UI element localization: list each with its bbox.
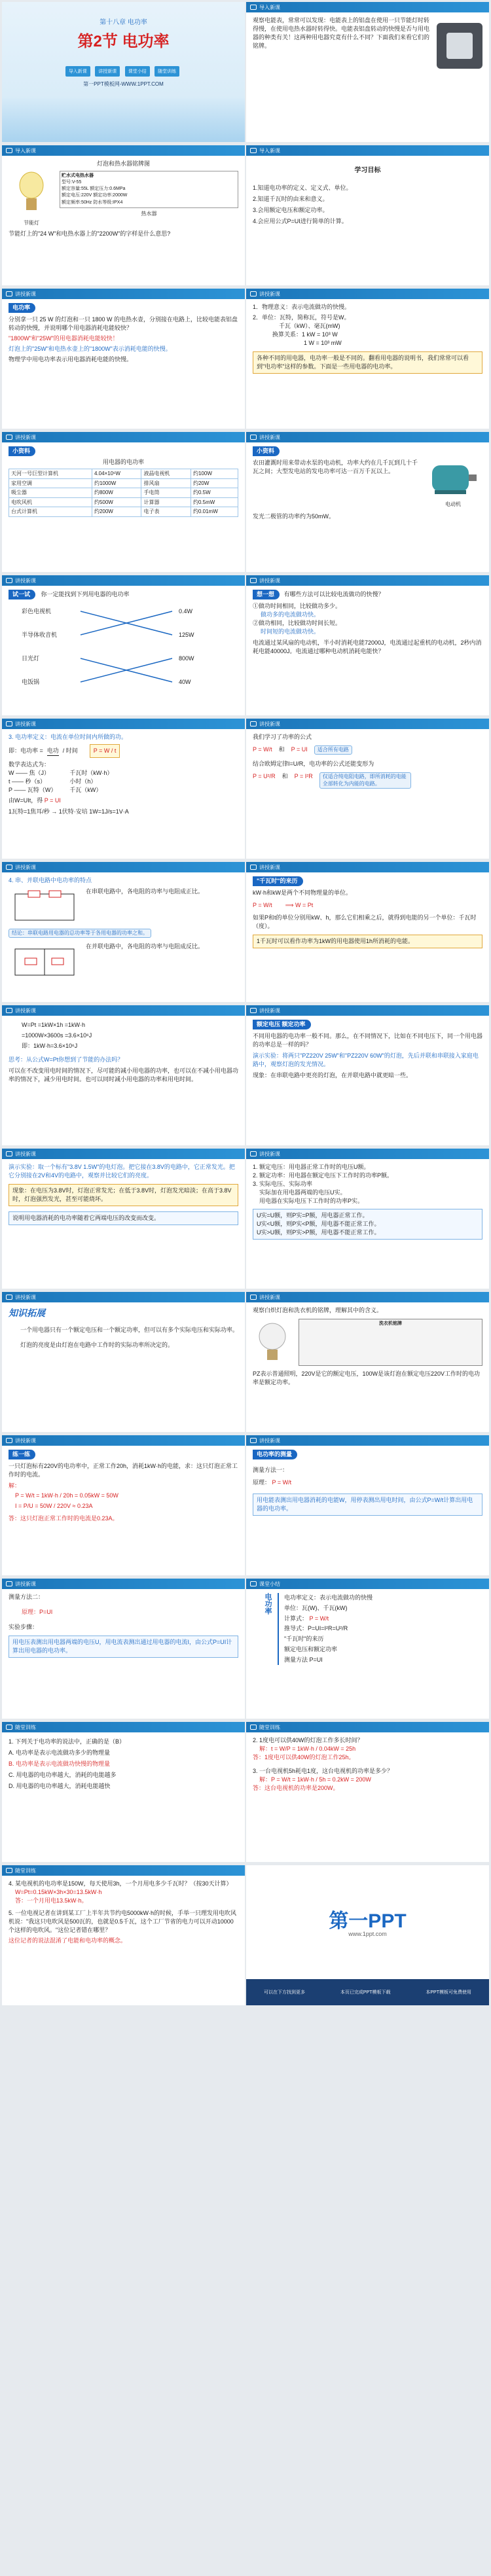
slide-plates: 讲授新课 观察白炽灯泡和洗衣机的铭牌，理解其中的含义。 洗衣机铭牌 PZ表示普通照明，220V是它的额定电压，100W是该灯泡在额定电压220V工作时的电功率是额定功率。 (246, 1292, 489, 1432)
answer-text: "1800W"和"25W"的用电器消耗电能较快！ (9, 335, 118, 342)
body-text: 测量方法一： (253, 1467, 289, 1474)
header-icon (6, 1008, 12, 1013)
body-text: 千瓦（kW）、毫瓦(mW) (279, 323, 340, 330)
header-icon (250, 1725, 257, 1730)
body-text: 数学表达式为： (9, 761, 50, 768)
extension-title: 知识拓展 (9, 1308, 45, 1318)
table-row: 电吹风机 约500W 计算器 约0.5mW (9, 497, 238, 507)
power-label: 40W (179, 679, 191, 686)
header-icon (6, 435, 12, 440)
body-text: 时间短的电流做功快。 (261, 628, 320, 635)
slide-title (2, 2, 245, 142)
footer-link[interactable]: 本页已完成PPT模板下载 (340, 1990, 391, 1995)
plate-line: 贮水式电热水器 (62, 173, 94, 179)
body-text: 一个用电器只有一个额定电压和一个额定功率，但可以有多个实际电压和实际功率。 (20, 1327, 239, 1334)
body-text: PZ表示普通照明，220V是它的额定电压，100W是该灯泡在额定电压220V工作时的电功率是额定功率。 (253, 1370, 481, 1386)
slide-intro (246, 2, 489, 142)
device-label: 半导体收音机 (22, 632, 58, 639)
body-text: 如果P和t的单位分别用kW、h，那么它们相乘之后，就得到电能的另一个单位：千瓦时（度）。 (253, 914, 477, 930)
tree-node: 推导式：P=UI=I²R=U²/R (284, 1625, 348, 1632)
slide-exercise: 讲授新课 练一练 一只灯泡标有220V的电功率中，正常工作20h，消耗1kW·h的电能，求：这只灯泡正常工作时的电流。 解： P = W/t = 1kW·h / 20h = 0.05kW = 50W I = P/U = 50W / 220V ≈ 0.23A 答：这只灯泡正常工作时的电流是0.23A。 (2, 1435, 245, 1575)
header-icon (6, 1151, 12, 1156)
header-icon (6, 148, 12, 153)
answer-text: 这位记者的说法混淆了电能和电功率的概念。 (9, 1937, 127, 1944)
goal-item: 1.知道电功率的定义、定义式、单位。 (253, 184, 352, 191)
slide-measure2: 讲授新课 测量方法二： 原理：P=UI 实验步骤： 用电压表测出用电器两端的电压U，用电流表测出通过用电器的电流I，由公式P=UI计算出用电器的电功率。 (2, 1579, 245, 1719)
unit-line: t —— 秒（s） (9, 778, 46, 785)
section-badge: 电功率 (9, 303, 35, 313)
experiment-text: 演示实验：取一个标有"3.8V 1.5W"的电灯泡。把它接在3.8V的电路中，它正常发光。把它分别接在2V和4V的电路中，观察并比较它们的亮度。 (9, 1164, 235, 1179)
formula-box: P = W / t (90, 744, 120, 758)
body-text: 结合欧姆定律I=U/R，电功率的公式还能变形为 (253, 760, 374, 767)
tree-node: "千瓦时"的来历 (284, 1636, 324, 1642)
answer-text: 答：1度电可以供40W的灯泡工作25h。 (253, 1754, 355, 1761)
experiment-text: 演示实验：将两只"PZ220V 25W"和"PZ220V 60W"的灯泡，先后并联和串联接入家庭电路中，观察灯泡的发光情况。 (253, 1052, 479, 1068)
body-text: ①做功时间相同，比较做功多少。 (253, 603, 342, 610)
table-row: 天河一号巨型计算机 4.04×10⁶W 液晶电视机 约100W (9, 469, 238, 479)
brand-logo: 第一PPT (329, 1910, 407, 1932)
method-box: 用电压表测出用电器两端的电压U，用电流表测出通过用电器的电流I，由公式P=UI计算出用电器的电功率。 (9, 1636, 238, 1658)
power-table (9, 469, 238, 517)
plate-line: 额定电压:220V 额定功率:2000W (62, 193, 128, 198)
goal-item: 4.会应用公式P=UI进行简单的计算。 (253, 217, 348, 224)
header-icon (250, 1008, 257, 1013)
header-icon (250, 1151, 257, 1156)
slide-quiz2: 随堂训练 2. 1度电可以供40W的灯泡工作多长时间？ 解：t = W/P = 1kW·h / 0.04kW = 25h 答：1度电可以供40W的灯泡工作25h。 3. 一台电视机5h耗电1度，这台电视机的功率是多少？ 解：P = W/t = 1kW·h / 5h = 0.2kW = 200W 答：这台电视机的功率是200W。 (246, 1722, 489, 1862)
slide-actual-power: 讲授新课 1. 额定电压：用电器正常工作时的电压U额。 2. 额定功率：用电器在额定电压下工作时的功率P额。 3. 实际电压、实际功率 实际加在用电器两端的电压U实。 用电器在实际电压下工作时的功率P实。 U实=U额，则P实=P额，用电器正常工作。 U实<U额，则P实<P额，用电器不能正常工作。 U实>U额，则P实>P额，用电器不能正常工作。 (246, 1149, 489, 1289)
answer-text: 答：这台电视机的功率是200W。 (253, 1785, 339, 1792)
body-text: 2. 额定功率：用电器在额定电压下工作时的功率P额。 (253, 1172, 393, 1179)
formula-tag: 适合所有电路 (314, 745, 352, 755)
slide-extension: 讲授新课 知识拓展 一个用电器只有一个额定电压和一个额定功率，但可以有多个实际电压和实际功率。 灯泡的亮度是由灯泡在电路中工作时的实际功率所决定的。 (2, 1292, 245, 1432)
note-box: 1千瓦时可以看作功率为1kW的用电器使用1h所消耗的电能。 (253, 935, 482, 948)
plate-line: 型号:V-55 (62, 180, 82, 185)
slide-power-intro: 讲授新课 电功率 分别拿一只 25 W 的灯泡和一只 1800 W 的电热水壶，分别接在电路上，比较电能表铝盘转动的快慢，并说明哪个用电器消耗电能较快？ "1800W"和"25W"的用电器消耗电能较快！ 灯泡上的"25W"和电热水壶上的"1800W"表示消耗电能的快慢。 物理学中用电功率表示用电器消耗电能的快慢。 (2, 289, 245, 429)
section-badge: 额定电压 额定功率 (253, 1020, 311, 1029)
header-icon (6, 1295, 12, 1300)
body-text: 电流通过某风扇的电动机，半小时消耗电能72000J，电流通过起重机的电动机，2秒内消耗电能40000J。电流通过哪种电动机消耗电能快？ (253, 639, 482, 655)
section-badge: 电功率的测量 (253, 1450, 297, 1459)
unit-line: 小时（h） (69, 778, 97, 785)
plate-line: 额定频率:50Hz 防水等级:IPX4 (62, 200, 123, 205)
body-text: kW·h和kW是两个不同物理量的单位。 (253, 889, 352, 897)
plate-line: 额定容量:55L 额定压力:0.6MPa (62, 187, 126, 192)
device-label: 电饭锅 (22, 679, 40, 686)
body-text: 实际加在用电器两端的电压U实。 (259, 1189, 346, 1196)
washer-nameplate: 洗衣机铭牌 (299, 1319, 482, 1366)
question-text: 5. 一位电视记者在讲到某工厂上半年共节约电5000kW·h的时候，手举一只理发用电吹风机说："我这只电吹风是500瓦的，也就是0.5千瓦，这个工厂节省的电力可以开动10000个这样的电吹风。"这位记者错在哪里？ (9, 1910, 237, 1934)
observation-text: 现象：在串联电路中更亮的灯泡，在并联电路中就更暗一些。 (253, 1072, 412, 1079)
header-icon (6, 1725, 12, 1730)
header-icon (250, 578, 257, 583)
observation-box: 现象：在电压为3.8V时，灯泡正常发光；在低于3.8V时，灯泡发光暗淡；在高于3.8V时，灯泡强烈发光，甚至可能烧坏。 (9, 1184, 238, 1206)
heater-label: 热水器 (141, 210, 157, 217)
question-text: 3. 一台电视机5h耗电1度，这台电视机的功率是多少？ (253, 1768, 393, 1775)
body-text: 不同用电器的电功率一般不同。那么，在不同情况下，比如在不同电压下，同一个用电器的功率总是一样的吗？ (253, 1033, 483, 1048)
header-icon (6, 1868, 12, 1873)
slide-series-parallel: 讲授新课 4. 串、并联电路中电功率的特点 在串联电路中，各电阻的功率与电阻成正比。 结论：串联电路用电器的总功率等于各用电器的功率之和。 在并联电路中，各电阻的功率与电阻成反比。 (2, 862, 245, 1002)
section-badge: 想一想 (253, 590, 280, 599)
motor-label: 电动机 (445, 501, 461, 508)
decorative-wave (2, 96, 245, 142)
nameplate-question: 节能灯上的"24 W"和电热水器上的"2200W"的字样是什么意思? (9, 230, 171, 237)
section-title: 4. 串、并联电路中电功率的特点 (9, 877, 92, 884)
header-icon (250, 1438, 257, 1443)
section-title: 第2节 电功率 (77, 33, 170, 50)
section-badge: 练一练 (9, 1450, 35, 1459)
tree-node: 测量方法 P=UI (284, 1656, 323, 1663)
answer-text: 答：这只灯泡正常工作时的电流是0.23A。 (9, 1514, 118, 1522)
power-label: 800W (179, 655, 194, 662)
slide-measure1: 讲授新课 电功率的测量 测量方法一： 原理： P = W/t 用电能表测出用电器消耗的电能W，用停表测出用电时间，由公式P=W/t计算出用电器的电功率。 (246, 1435, 489, 1575)
goal-item: 3.会用额定电压和额定功率。 (253, 206, 329, 213)
section-badge: 小资料 (253, 446, 280, 456)
body-text: 实验步骤： (9, 1624, 39, 1631)
footer-link[interactable]: 可以在下方找到更多 (263, 1990, 305, 1995)
slide-definition: 讲授新课 3. 电功率定义：电流在单位时间内所做的功。 即：电功率 = 电功 / 时间 P = W / t 数学表达式为： W —— 焦（J） t —— 秒（s） P —— 瓦特（W） 千瓦时（kW·h） 小时（h） 千瓦（kW） 由W=UIt，得 P = UI 1瓦特=1焦耳/秒 → 1伏特·安培 1W=1J/s=1V·A (2, 719, 245, 859)
body-text: 观察白炽灯泡和洗衣机的铭牌，理解其中的含义。 (253, 1307, 383, 1314)
slide-quiz1: 随堂训练 1. 下列关于电功率的说法中，正确的是（B） A. 电功率是表示电流做功多少的物理量 B. 电功率是表示电流做功快慢的物理量 C. 用电器的电功率越大，消耗的电能越多 D. 用电器的电功率越大，消耗电能越快 (2, 1722, 245, 1862)
body-text: ②做功相同，比较做功时间长短。 (253, 620, 342, 627)
unit-line: 千瓦（kW） (69, 787, 102, 794)
footer-link[interactable]: 本PPT模板可免费使用 (426, 1990, 472, 1995)
lamp-label: 节能灯 (24, 220, 39, 226)
body-text: 可以在不改变用电时间的情况下，尽可能的减小用电器的功率，也可以在不减小用电器功率的情况下，减少用电时间。也可以同时减小用电器的功率和用电时间。 (9, 1067, 239, 1082)
method-box: 用电能表测出用电器消耗的电能W，用停表测出用电时间，由公式P=W/t计算出用电器的电功率。 (253, 1494, 482, 1516)
goal-item: 2.知道千瓦时的由来和意义。 (253, 195, 329, 202)
header-icon (250, 291, 257, 296)
body-text: 由W=UIt，得 (9, 797, 43, 804)
slide-demo: 讲授新课 演示实验：取一个标有"3.8V 1.5W"的电灯泡。把它接在3.8V的电路中，它正常发光。把它分别接在2V和4V的电路中，观察并比较它们的亮度。 现象：在电压为3.8V时，灯泡正常发光；在低于3.8V时，灯泡发光暗淡；在高于3.8V时，灯泡强烈发光，甚至可能烧坏。 说明用电器消耗的电功率随着它两端电压的改变而改变。 (2, 1149, 245, 1289)
slide-brand (246, 1865, 489, 2005)
body-text: 2．单位：瓦特，简称瓦，符号是W。 (253, 314, 350, 321)
note-box: 说明用电器消耗的电功率随着它两端电压的改变而改变。 (9, 1211, 238, 1225)
slide-energy-calc: 讲授新课 W=Pt =1kW×1h =1kW·h =1000W×3600s =3.6×10⁶J 即：1kW·h=3.6×10⁶J 思考：从公式W=Pt你想到了节能的办法吗？ 可以在不改变用电时间的情况下，尽可能的减小用电器的功率，也可以在不减小用电器功率的情况下，减少用电时间。也可以同时减小用电器的功率和用电时间。 (2, 1005, 245, 1145)
answer-text: W=Pt=0.15kW×3h×30=13.5kW·h (15, 1889, 102, 1896)
slide-quiz3: 随堂训练 4. 某电视机的电功率是150W，每天使用3h，一个月用电多少千瓦时？（按30天计算） W=Pt=0.15kW×3h×30=13.5kW·h 答：一个月用电13.5kW·h。 5. 一位电视记者在讲到某工厂上半年共节约电5000kW·h的时候，手举一只理发用电吹风机说："我这只电吹风是500瓦的，也就是0.5千瓦，这个工厂节省的电力可以开动10000个这样的电吹风。"这位记者错在哪里？ 这位记者的说法混淆了电能和电功率的概念。 (2, 1865, 245, 2005)
nameplate-title: 灯泡和热水器铭牌图 (96, 160, 150, 167)
power-label: 125W (179, 632, 194, 639)
body-text: 灯泡的亮度是由灯泡在电路中工作时的实际功率所决定的。 (20, 1342, 174, 1349)
lamp-icon (15, 171, 48, 217)
body-text: 1. 额定电压：用电器正常工作时的电压U额。 (253, 1164, 370, 1170)
nav-button-1[interactable]: 讲授新课 (95, 66, 120, 77)
question-text: 4. 某电视机的电功率是150W，每天使用3h，一个月用电多少千瓦时？（按30天计算） (9, 1880, 232, 1887)
header-icon (6, 1581, 12, 1586)
tree-root: 电功率 (264, 1593, 272, 1615)
motor-icon (427, 459, 479, 498)
body-text: 在并联电路中，各电阻的功率与电阻成反比。 (86, 942, 204, 950)
body-text: 3. 实际电压、实际功率 (253, 1181, 313, 1188)
conclusion-tag: 结论：串联电路用电器的总功率等于各用电器的功率之和。 (9, 929, 151, 938)
calc-line: =1000W×3600s =3.6×10⁶J (22, 1032, 92, 1039)
think-text: 思考：从公式W=Pt你想到了节能的办法吗？ (9, 1056, 124, 1063)
socket-image (437, 23, 482, 69)
device-label: 彩色电视机 (22, 608, 52, 615)
slide-match: 讲授新课 试一试 你一定能找到下列用电器的电功率 彩色电视机 半导体收音机 日光灯 电饭锅 0.4W 125W 800W 40W (2, 575, 245, 715)
body-text: 我们学习了功率的公式 (253, 734, 312, 740)
option-item[interactable]: A. 电功率是表示电流做功多少的物理量 (9, 1749, 111, 1757)
body-text: 在串联电路中，各电阻的功率与电阻成正比。 (86, 888, 204, 895)
solution-label: 解： (9, 1482, 21, 1490)
slide-goals: 导入新课 学习目标 1.知道电功率的定义、定义式、单位。 2.知道千瓦时的由来和意义。 3.会用额定电压和额定功率。 4.会应用公式P=UI进行简单的计算。 (246, 145, 489, 285)
tree-node: 单位：瓦(W)、千瓦(kW) (284, 1604, 348, 1611)
header-icon (250, 865, 257, 870)
nav-button-2[interactable]: 课堂小结 (125, 66, 150, 77)
compare-line: U实=U额，则P实=P额，用电器正常工作。 (257, 1212, 369, 1219)
body-text: 分别拿一只 25 W 的灯泡和一只 1800 W 的电热水壶，分别接在电路上，比较电能表铝盘转动的快慢，并说明哪个用电器消耗电能较快？ (9, 316, 238, 332)
device-label: 日光灯 (22, 655, 40, 662)
header-icon (250, 1581, 257, 1586)
slide-formulas: 讲授新课 我们学习了功率的公式 P = W/t 和 P = UI 适合所有电路 结合欧姆定律I=U/R，电功率的公式还能变形为 P = U²/R 和 P = I²R 仅适合纯电阻电路，即所消耗的电能全部转化为内能的电路。 (246, 719, 489, 859)
slide-header: 导入新课 (246, 2, 489, 12)
header-icon (6, 1438, 12, 1443)
body-text: 测量方法二： (9, 1594, 45, 1600)
tree-node: 电功率定义：表示电流做功的快慢 (284, 1594, 373, 1601)
header-icon (6, 578, 12, 583)
header-icon (250, 5, 257, 10)
answer-text: 答：一个月用电13.5kW·h。 (15, 1897, 88, 1905)
body-text: 1．物理意义：表示电流做功的快慢。 (253, 304, 351, 310)
header-icon (250, 435, 257, 440)
header-icon (250, 148, 257, 153)
option-item[interactable]: B. 电功率是表示电流做功快慢的物理量 (9, 1761, 111, 1768)
unit-line: W —— 焦（J） (9, 770, 50, 777)
body-text: 发光二极管的功率约为50mW。 (253, 512, 335, 520)
header-icon (250, 721, 257, 726)
table-row: 台式计算机 约200W 电子表 约0.01mW (9, 507, 238, 517)
calc-line: W=Pt =1kW×1h =1kW·h (22, 1022, 86, 1028)
section-badge: 试一试 (9, 590, 35, 599)
compare-line: U实<U额，则P实<P额，用电器不能正常工作。 (257, 1221, 380, 1228)
slide-kwh: 讲授新课 "千瓦时"的来历 kW·h和kW是两个不同物理量的单位。 P = W/t ⟹ W = Pt 如果P和t的单位分别用kW、h，那么它们相乘之后，就得到电能的另一个单位：千瓦时（度）。 1千瓦时可以看作功率为1kW的用电器使用1h所消耗的电能。 (246, 862, 489, 1002)
body-text: 换算关系：1 kW = 10³ W (272, 331, 338, 338)
compare-line: U实>U额，则P实>P额，用电器不能正常工作。 (257, 1229, 380, 1236)
nav-button-3[interactable]: 随堂训练 (155, 66, 179, 77)
question-text: 一只灯泡标有220V的电功率中，正常工作20h，消耗1kW·h的电能，求：这只灯泡正常工作时的电流。 (9, 1463, 238, 1478)
slide-power-units: 讲授新课 1．物理意义：表示电流做功的快慢。 2．单位：瓦特，简称瓦，符号是W。 千瓦（kW）、毫瓦(mW) 换算关系：1 kW = 10³ W 1 W = 10³ mW 各种不同的用电器，电功率一般是不同的。翻看用电器的说明书，我们常常可以看到"电功率"这样的参数。下面是一些用电器的电功率。 (246, 289, 489, 429)
goals-title: 学习目标 (354, 167, 381, 174)
slide-power-table: 讲授新课 小资料 用电器的电功率 天河一号巨型计算机 4.04×10⁶W 液晶电视机 约100W 家用空调 约1000W 排风扇 约20W 吸尘器 约800W 手电筒 约0.5W 电吹风机 约500W 计算器 约0.5mW 台式计算机 约200W 电子表 约0.01mW (2, 432, 245, 572)
body-text: 物理学中用电功率表示用电器消耗电能的快慢。 (9, 356, 133, 363)
calc-line: 即：1kW·h=3.6×10⁶J (22, 1043, 78, 1050)
definition-text: 3. 电功率定义：电流在单位时间内所做的功。 (9, 734, 128, 740)
task-text: 你一定能找到下列用电器的电功率 (41, 591, 130, 598)
header-icon (6, 291, 12, 296)
question-text: 2. 1度电可以供40W的灯泡工作多长时间？ (253, 1737, 363, 1744)
option-item[interactable]: C. 用电器的电功率越大，消耗的电能越多 (9, 1772, 117, 1779)
section-badge: 小资料 (9, 446, 35, 456)
bulb-icon (253, 1319, 292, 1365)
header-icon (250, 1295, 257, 1300)
table-caption: 用电器的电功率 (102, 459, 144, 466)
formula-tag: 仅适合纯电阻电路，即所消耗的电能全部转化为内能的电路。 (319, 772, 411, 789)
intro-text: 观察电能表，常常可以发现：电能表上的铝盘在使用一只节能灯时转得慢，在使用电热水器时转得快。电能表铝盘转动的快慢是否与用电器的种类有关！这两种用电器究竟有什么不同？下面我们来看它们的铭牌。 (253, 17, 430, 50)
principle-text: 原理：P=UI (22, 1609, 53, 1616)
note-box: 各种不同的用电器，电功率一般是不同的。翻看用电器的说明书，我们常常可以看到"电功率"这样的参数。下面是一些用电器的电功率。 (253, 351, 482, 374)
chapter-title: 第十八章 电功率 (100, 19, 147, 26)
parallel-circuit-icon (9, 942, 81, 982)
series-circuit-icon (9, 887, 81, 927)
slide-think: 讲授新课 想一想 有哪些方法可以比较电流做功的快慢？ ①做功时间相同，比较做功多少。 做功多的电流做功快。 ②做功相同，比较做功时间长短。 时间短的电流做功快。 电流通过某风扇的电动机，半小时消耗电能72000J，电流通过起重机的电动机，2秒内消耗电能40000J。电流通过哪种电动机消耗电能快？ (246, 575, 489, 715)
table-row: 家用空调 约1000W 排风扇 约20W (9, 478, 238, 488)
match-lines (9, 602, 238, 700)
formula-label: 即：电功率 = (9, 747, 43, 755)
power-label: 0.4W (179, 608, 193, 615)
body-text: 用电器在实际电压下工作时的功率P实。 (259, 1198, 364, 1205)
option-item[interactable]: D. 用电器的电功率越大，消耗电能越快 (9, 1783, 111, 1790)
slide-summary: 课堂小结 电功率 电功率定义：表示电流做功的快慢 单位：瓦(W)、千瓦(kW) 计算式： P = W/t 推导式：P=UI=I²R=U²/R "千瓦时"的来历 额定电压和额定功率 测量方法 P=UI (246, 1579, 489, 1719)
site-footer: 第一PPT模板网-WWW.1PPT.COM (83, 81, 164, 87)
body-text: 农田灌溉时用来带动水泵的电动机，功率大约在几千瓦到几十千瓦之间；大型发电站的发电功率可达一百万千瓦以上。 (253, 459, 418, 475)
slide-motor: 讲授新课 小资料 农田灌溉时用来带动水泵的电动机，功率大约在几千瓦到几十千瓦之间；大型发电站的发电功率可达一百万千瓦以上。 电动机 发光二极管的功率约为50mW。 (246, 432, 489, 572)
question-text: 有哪些方法可以比较电流做功的快慢？ (283, 591, 384, 598)
table-row: 吸尘器 约800W 手电筒 约0.5W (9, 488, 238, 498)
unit-line: 千瓦时（kW·h） (69, 770, 113, 777)
brand-url[interactable]: www.1ppt.com (348, 1931, 387, 1937)
nav-button-0[interactable]: 导入新课 (65, 66, 90, 77)
body-text: 灯泡上的"25W"和电热水壶上的"1800W"表示消耗电能的快慢。 (9, 346, 172, 353)
unit-summary: 1瓦特=1焦耳/秒 → 1伏特·安培 1W=1J/s=1V·A (9, 808, 129, 815)
header-icon (6, 721, 12, 726)
slide-nameplate: 导入新课 灯泡和热水器铭牌图 节能灯 贮水式电热水器 型号:V-55 额定容量:55L 额定压力:0.6MPa 额定电压:220V 额定功率:2000W 额定频率:50Hz 防水等级:IPX4 热水器 节能灯上的"24 W"和电热水器上的"2200W"的字样是什么意思? (2, 145, 245, 285)
unit-line: P —— 瓦特（W） (9, 787, 57, 794)
slide-rated: 讲授新课 额定电压 额定功率 不同用电器的电功率一般不同。那么，在不同情况下，比如在不同电压下，同一个用电器的功率总是一样的吗？ 演示实验：将两只"PZ220V 25W"和"PZ220V 60W"的灯泡，先后并联和串联接入家庭电路中，观察灯泡的发光情况。 现象：在串联电路中更亮的灯泡，在并联电路中就更暗一些。 (246, 1005, 489, 1145)
body-text: 1 W = 10³ mW (304, 340, 342, 347)
body-text: 做功多的电流做功快。 (261, 611, 320, 618)
principle-label: 原理： (253, 1479, 271, 1486)
section-badge: "千瓦时"的来历 (253, 876, 303, 886)
tree-node: 计算式： (284, 1615, 308, 1622)
tree-node: 额定电压和额定功率 (284, 1645, 338, 1653)
question-text: 1. 下列关于电功率的说法中，正确的是（B） (9, 1738, 126, 1745)
header-icon (6, 865, 12, 870)
